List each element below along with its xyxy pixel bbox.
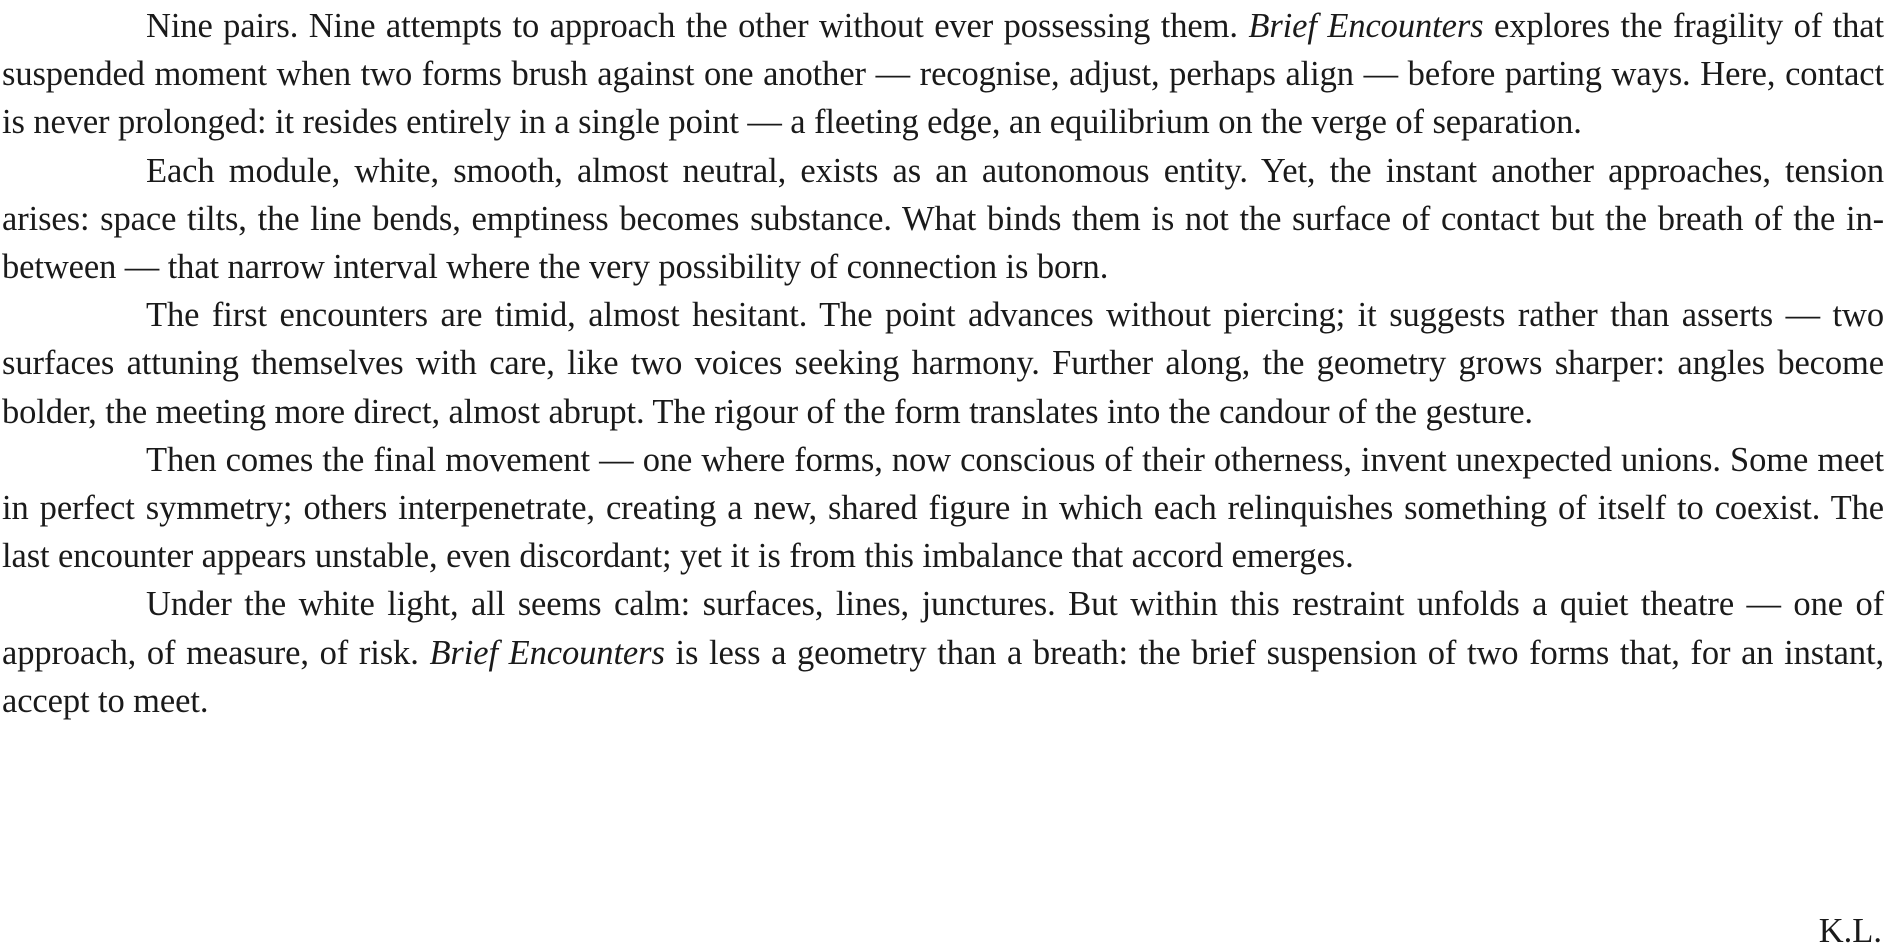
paragraph-3 <box>2 291 1884 436</box>
paragraph-2 <box>2 147 1884 292</box>
paragraph-4 <box>2 436 1884 581</box>
paragraph-5 <box>2 580 1884 725</box>
essay-text <box>2 2 1884 725</box>
paragraph-1-text-start: Nine pairs. Nine attempts to approach the other without ever possessing them. <box>146 7 1249 45</box>
work-title-italic: Brief Encounters <box>1248 7 1484 45</box>
paragraph-5-text-end: is less a geometry than a breath: the brief suspension of two forms that, for an instant, accept to meet. <box>2 633 1884 720</box>
paragraph-4-text: Then comes the final movement — one where forms, now conscious of their otherness, invent unexpected unions. Some meet in perfect symmetry; others interpenetrate, creating a new, shared figure in which each relinquishes something of itself to coexist. The last encounter appears unstable, even discordant; yet it is from this imbalance that accord emerges. <box>2 440 1884 576</box>
author-signature: K.L. <box>1818 912 1882 950</box>
paragraph-5-text-start: Under the white light, all seems calm: surfaces, lines, junctures. But within this restraint unfolds a quiet theatre — one of approach, of measure, of risk. <box>2 585 1884 672</box>
paragraph-2-text: Each module, white, smooth, almost neutral, exists as an autonomous entity. Yet, the instant another approaches, tension arises: space tilts, the line bends, emptiness becomes substance. What binds them is not the surface of contact but the breath of the in-between — that narrow interval where the very possibility of connection is born. <box>2 151 1884 287</box>
work-title-italic: Brief Encounters <box>429 633 665 672</box>
paragraph-3-text: The first encounters are timid, almost hesitant. The point advances without piercing; it suggests rather than asserts — two surfaces attuning themselves with care, like two voices seeking harmony. Further along, the geometry grows sharper: angles become bolder, the meeting more direct, almost abrupt. The rigour of the form translates into the candour of the gesture. <box>2 296 1884 431</box>
paragraph-1 <box>2 2 1884 147</box>
paragraph-1-text-end: explores the fragility of that suspended moment when two forms brush against one another — recognise, adjust, perhaps align — before parting ways. Here, contact is never prolonged: it resides entirely in a single point — a fleeting edge, an equilibrium on the verge of separation. <box>2 7 1884 142</box>
